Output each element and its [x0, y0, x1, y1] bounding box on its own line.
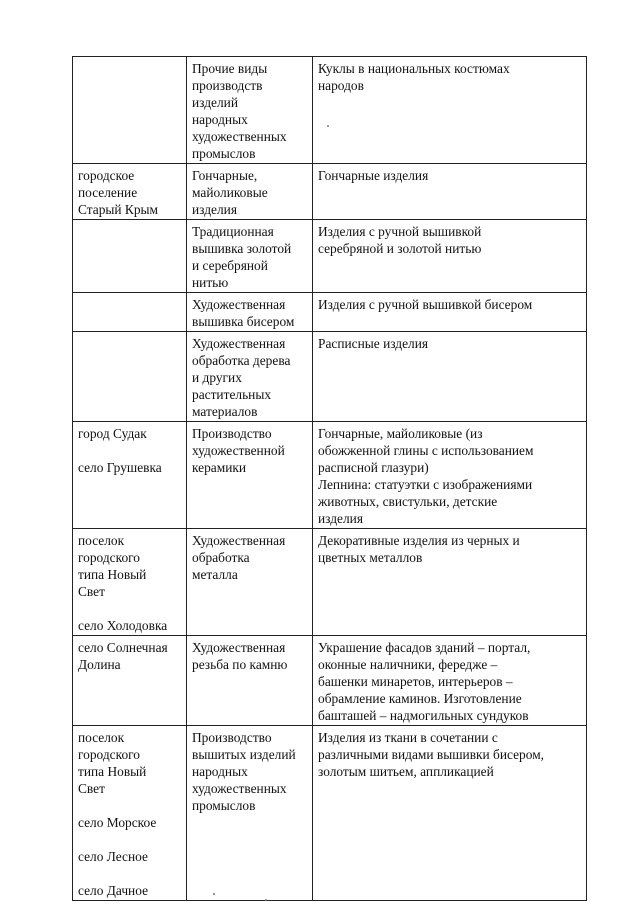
cell-text-line: промыслов [192, 146, 256, 161]
cell-text-line: животных, свистульки, детские [318, 494, 498, 509]
cell-text-line: народных [192, 112, 248, 127]
products-cell [313, 220, 587, 293]
cell-text-line: обожженной глины с использованием [318, 443, 534, 458]
table-row [73, 332, 587, 422]
cell-text-line [78, 600, 181, 617]
cell-text-line: типа Новый [78, 764, 147, 779]
cell-text-line: Художественная [192, 336, 286, 351]
products-cell [313, 164, 587, 220]
cell-text-line [78, 865, 181, 882]
table-row [73, 164, 587, 220]
cell-text-line: народных [192, 764, 248, 779]
products-cell [313, 529, 587, 636]
cell-text-line: обработка дерева [192, 353, 291, 368]
cell-text-line: типа Новый [78, 567, 147, 582]
craft-type-cell [187, 220, 313, 293]
cell-text-line: расписной глазури) [318, 460, 429, 475]
cell-text-line: обработка [192, 550, 250, 565]
cell-text-line: село Лесное [78, 849, 148, 864]
cell-text-line: Гончарные изделия [318, 168, 429, 183]
cell-text-line: городское [78, 168, 135, 183]
settlement-cell [73, 220, 187, 293]
cell-text-line: вышивка золотой [192, 241, 292, 256]
settlement-cell [73, 57, 187, 164]
cell-text-line: изделий [192, 95, 238, 110]
cell-text-line: различными видами вышивки бисером, [318, 747, 545, 762]
cell-text-line: Старый Крым [78, 202, 159, 217]
craft-type-cell [187, 726, 313, 901]
craft-type-cell [187, 293, 313, 332]
cell-text-line: поселение [78, 185, 138, 200]
cell-text-line: Долина [78, 657, 121, 672]
cell-text-line: Художественная [192, 640, 286, 655]
cell-text-line: село Морское [78, 815, 157, 830]
scan-speck [213, 893, 215, 895]
cell-text-line: керамики [192, 460, 247, 475]
cell-text-line: художественной [192, 443, 285, 458]
cell-text-line: городского [78, 550, 140, 565]
cell-text-line: художественных [192, 129, 287, 144]
cell-text-line: и других [192, 370, 242, 385]
cell-text-line: Гончарные, [192, 168, 258, 183]
cell-text-line: Изделия с ручной вышивкой бисером [318, 297, 533, 312]
table-row [73, 726, 587, 901]
cell-text-line: Художественная [192, 297, 286, 312]
cell-text-line: изделия [192, 202, 237, 217]
cell-text-line: Изделия с ручной вышивкой [318, 224, 482, 239]
cell-text-line [78, 797, 181, 814]
cell-text-line: народов [318, 78, 364, 93]
settlement-cell [73, 332, 187, 422]
cell-text-line: художественных [192, 781, 287, 796]
products-cell [313, 332, 587, 422]
cell-text-line: Расписные изделия [318, 336, 429, 351]
cell-text-line: нитью [192, 275, 229, 290]
cell-text-line: Свет [78, 584, 105, 599]
table-row [73, 422, 587, 529]
products-cell [313, 422, 587, 529]
crafts-table [72, 56, 587, 901]
craft-type-cell [187, 422, 313, 529]
cell-text-line: производств [192, 78, 263, 93]
cell-text-line: город Судак [78, 426, 147, 441]
craft-type-cell [187, 332, 313, 422]
cell-text-line: село Грушевка [78, 460, 162, 475]
products-cell [313, 636, 587, 726]
craft-type-cell [187, 164, 313, 220]
cell-text-line: промыслов [192, 798, 256, 813]
cell-text-line: село Солнечная [78, 640, 168, 655]
cell-text-line: майоликовые [192, 185, 268, 200]
craft-type-cell [187, 636, 313, 726]
scan-speck [327, 125, 329, 127]
cell-text-line: вышитых изделий [192, 747, 296, 762]
table-row [73, 220, 587, 293]
crafts-table-body [73, 57, 587, 901]
cell-text-line: Украшение фасадов зданий – портал, [318, 640, 531, 655]
products-cell [313, 293, 587, 332]
table-row [73, 636, 587, 726]
cell-text-line: изделия [318, 511, 363, 526]
cell-text-line [78, 831, 181, 848]
cell-text-line: Производство [192, 426, 272, 441]
cell-text-line: поселок [78, 730, 125, 745]
cell-text-line: башташей – надмогильных сундуков [318, 708, 529, 723]
settlement-cell [73, 164, 187, 220]
cell-text-line [78, 442, 181, 459]
table-row [73, 57, 587, 164]
cell-text-line: вышивка бисером [192, 314, 295, 329]
table-row [73, 529, 587, 636]
cell-text-line: Гончарные, майоликовые (из [318, 426, 483, 441]
products-cell [313, 57, 587, 164]
products-cell [313, 726, 587, 901]
settlement-cell [73, 422, 187, 529]
craft-type-cell [187, 57, 313, 164]
settlement-cell [73, 636, 187, 726]
cell-text-line: поселок [78, 533, 125, 548]
cell-text-line: и серебряной [192, 258, 268, 273]
cell-text-line: золотым шитьем, аппликацией [318, 764, 494, 779]
cell-text-line: Прочие виды [192, 61, 268, 76]
cell-text-line: металла [192, 567, 238, 582]
cell-text-line: резьба по камню [192, 657, 288, 672]
cell-text-line: село Холодовка [78, 618, 168, 633]
cell-text-line: Изделия из ткани в сочетании с [318, 730, 498, 745]
cell-text-line: Декоративные изделия из черных и [318, 533, 520, 548]
table-row [73, 293, 587, 332]
cell-text-line: Лепнина: статуэтки с изображениями [318, 477, 533, 492]
cell-text-line: село Дачное [78, 883, 149, 898]
cell-text-line: цветных металлов [318, 550, 423, 565]
settlement-cell [73, 726, 187, 901]
cell-text-line: серебряной и золотой нитью [318, 241, 482, 256]
settlement-cell [73, 293, 187, 332]
cell-text-line: городского [78, 747, 140, 762]
cell-text-line: Художественная [192, 533, 286, 548]
settlement-cell [73, 529, 187, 636]
cell-text-line: материалов [192, 404, 258, 419]
scan-speck [265, 899, 267, 901]
cell-text-line: Традиционная [192, 224, 274, 239]
cell-text-line: Свет [78, 781, 105, 796]
cell-text-line: оконные наличники, фередже – [318, 657, 498, 672]
cell-text-line: обрамление каминов. Изготовление [318, 691, 522, 706]
craft-type-cell [187, 529, 313, 636]
cell-text-line: Куклы в национальных костюмах [318, 61, 510, 76]
cell-text-line: башенки минаретов, интерьеров – [318, 674, 513, 689]
cell-text-line: Производство [192, 730, 272, 745]
cell-text-line: растительных [192, 387, 272, 402]
